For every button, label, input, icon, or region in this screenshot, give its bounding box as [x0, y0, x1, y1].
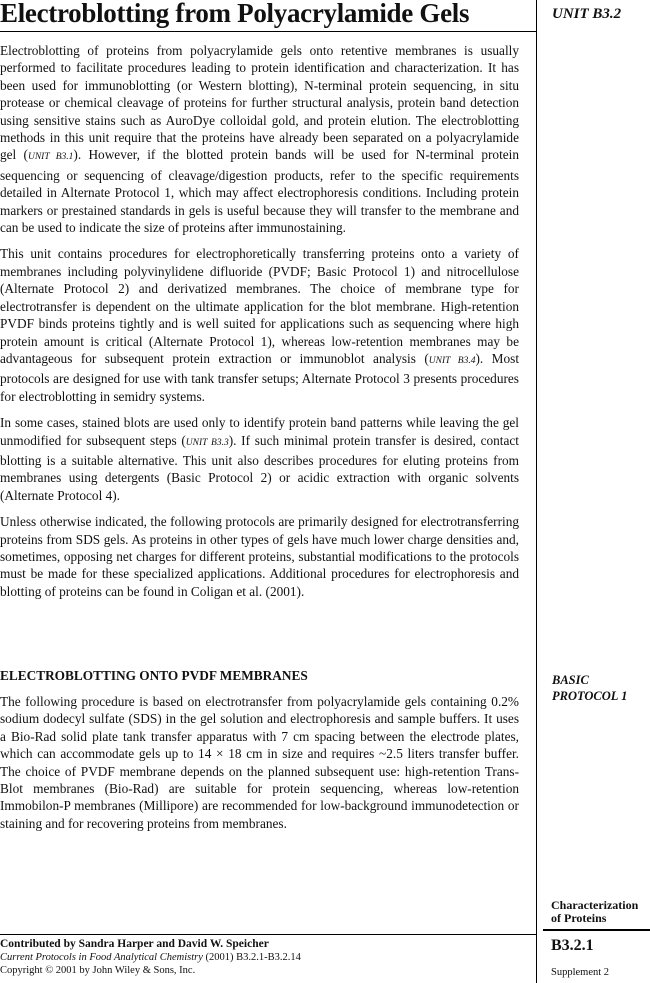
- copyright: Copyright © 2001 by John Wiley & Sons, Inc.: [0, 965, 196, 976]
- unit-reference: UNIT B3.3: [185, 437, 229, 448]
- contributors: Contributed by Sandra Harper and David W. Speicher: [0, 938, 269, 950]
- section-name: Characterization of Proteins: [551, 898, 639, 925]
- footer: [0, 938, 301, 977]
- page-title: Electroblotting from Polyacrylamide Gels: [0, 0, 470, 28]
- paragraph-2: This unit contains procedures for electrophoretically transferring proteins onto a variety of membranes including polyvinylidene difluoride (PVDF; Basic Protocol 1) and nitrocellulose (Alternate Protocol 2) and derivatized membranes. The choice of membrane type for electrotransfer is dependent on the ultimate application for the blot membrane. High-retention PVDF binds proteins tightly and is well suited for applications such as sequencing where high protein amount is critical (Alternate Protocol 1), whereas low-retention membranes may be advantageous for subsequent protein extraction or immunoblot analysis (UNIT B3.4). Most protocols are designed for use with tank transfer setups; Alternate Protocol 3 presents procedures for electroblotting in semidry systems.: [0, 246, 520, 404]
- side-footer-rule: [543, 929, 650, 931]
- unit-label: UNIT B3.2: [552, 6, 622, 22]
- protocol-label: BASIC PROTOCOL 1: [552, 673, 628, 703]
- section-heading: ELECTROBLOTTING ONTO PVDF MEMBRANES: [0, 668, 308, 683]
- citation: Current Protocols in Food Analytical Chemistry (2001) B3.2.1-B3.2.14: [0, 952, 301, 963]
- unit-reference: UNIT B3.1: [27, 152, 74, 163]
- page-number: B3.2.1: [551, 937, 594, 954]
- paragraph-3: In some cases, stained blots are used only to identify protein band patterns while leaving the gel unmodified for subsequent steps (UNIT B3.3). If such minimal protein transfer is desired, contact blotting is a suitable alternative. This unit also describes procedures for eluting proteins from membranes using detergents (Basic Protocol 2) or acidic extraction with organic solvents (Alternate Protocol 4).: [0, 415, 519, 503]
- paragraph-1: Electroblotting of proteins from polyacrylamide gels onto retentive membranes is usually performed to facilitate procedures leading to protein identification and characterization. It has been used for immunoblotting (or Western blotting), N-terminal protein sequencing, in situ protease or chemical cleavage of proteins for further structural analysis, protein band detection using sensitive stains such as AuroDye colloidal gold, and protein elution. The electroblotting methods in this unit require that the proteins have already been separated on a polyacrylamide gel (UNIT B3.1). However, if the blotted protein bands will be used for N-terminal protein sequencing or sequencing of cleavage/digestion products, refer to the specific requirements detailed in Alternate Protocol 1, which may affect electrophoresis conditions. Including protein markers or prestained standards in gels is useful because they will transfer to the membrane and can be used to indicate the size of proteins after immunostaining.: [0, 43, 520, 236]
- intro-text: [0, 42, 519, 609]
- unit-reference: UNIT B3.4: [428, 355, 476, 366]
- paragraph-4: Unless otherwise indicated, the following protocols are primarily designed for electrotransferring proteins from SDS gels. As proteins in other types of gels have much lower charge densities and, sometimes, opposing net charges for different proteins, substantial modifications to the protocols must be made for these specialized applications. Additional procedures for electrophoresis and blotting of proteins can be found in Coligan et al. (2001).: [0, 514, 519, 599]
- column-divider: [536, 0, 537, 983]
- title-rule: [0, 31, 536, 32]
- footer-rule: [0, 934, 536, 935]
- section-paragraph: The following procedure is based on electrotransfer from polyacrylamide gels containing 0.2% sodium dodecyl sulfate (SDS) in the gel solution and electrophoresis and sample buffers. It uses a Bio-Rad solid plate tank transfer apparatus with 7 cm spacing between the electrode plates, which can accommodate gels up to 14 × 18 cm in size and requires ~2.5 liters transfer buffer. The choice of PVDF membrane depends on the planned subsequent use: high-retention Trans-Blot membranes (Bio-Rad) are suitable for protein sequencing, whereas low-retention Immobilon-P membranes (Millipore) are recommended for low-background immunodetection or staining and for recovering proteins from membranes.: [0, 694, 519, 831]
- supplement-label: Supplement 2: [551, 967, 610, 978]
